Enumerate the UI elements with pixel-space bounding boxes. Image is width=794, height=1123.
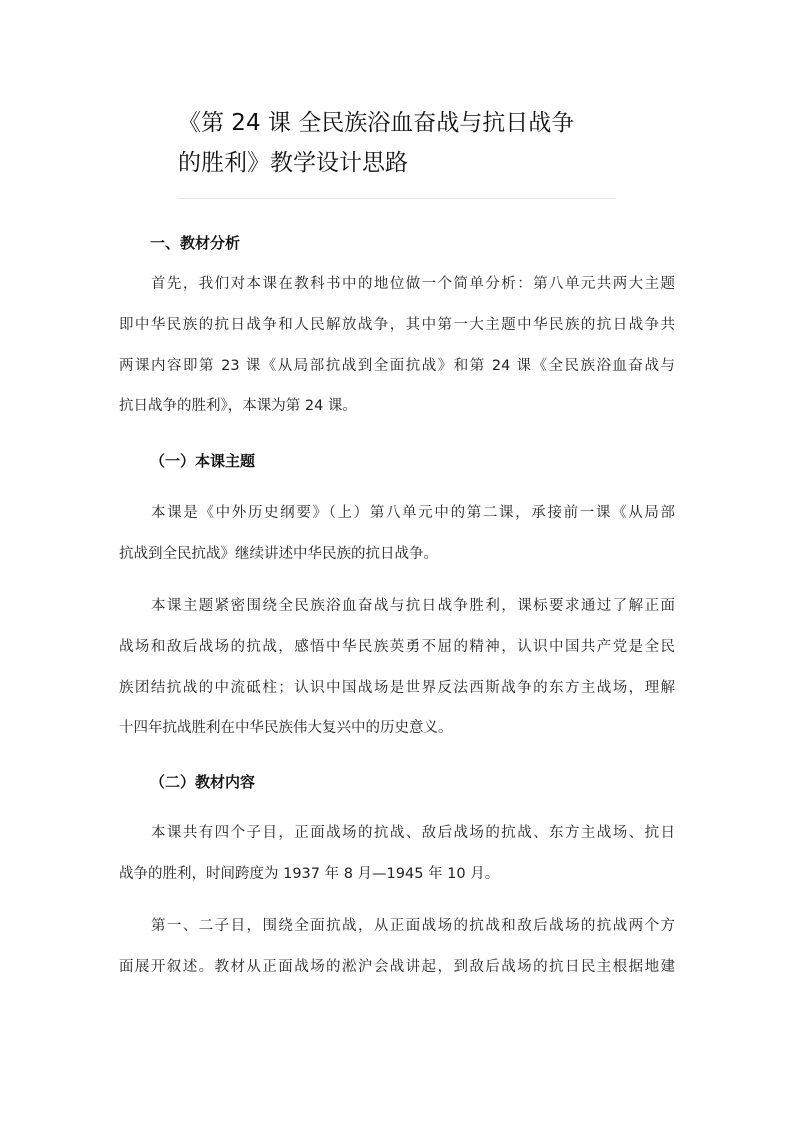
text-line: 本课是《中外历史纲要》（上）第八单元中的第二课，承接前一课《从局部 [151,505,675,521]
text-line: 战场和敌后战场的抗战，感悟中华民族英勇不屈的精神，认识中国共产党是全民 [119,638,675,655]
title-divider [178,198,616,199]
text-line: 族团结抗战的中流砥柱；认识中国战场是世界反法西斯战争的东方主战场，理解 [119,679,675,696]
text-line: 十四年抗战胜利在中华民族伟大复兴中的历史意义。 [119,720,453,737]
text-line: 战争的胜利，时间跨度为 1937 年 8 月—1945 年 10 月。 [119,865,500,882]
subheading-lesson-theme: （一）本课主题 [150,452,256,470]
title-line-2: 的胜利》教学设计思路 [178,150,408,176]
section-heading-textbook-analysis: 一、教材分析 [150,234,241,252]
paragraph-textbook-position [119,264,675,427]
text-line: 抗战到全民抗战》继续讲述中华民族的抗日战争。 [119,545,438,562]
paragraph-lesson-intro [119,493,675,575]
text-line: 两课内容即第 23 课《从局部抗战到全面抗战》和第 24 课《全民族浴血奋战与 [119,357,675,374]
paragraph-curriculum-requirements [119,586,675,749]
text-line: 首先，我们对本课在教科书中的地位做一个简单分析：第八单元共两大主题 [151,276,675,292]
text-line: 第一、二子目，围绕全面抗战，从正面战场的抗战和敌后战场的抗战两个方 [151,918,675,934]
paragraph-first-two-subtopics [119,906,675,988]
paragraph-subtopics [119,813,675,895]
document-title [178,103,628,183]
text-line: 本课主题紧密围绕全民族浴血奋战与抗日战争胜利，课标要求通过了解正面 [151,598,675,614]
text-line: 即中华民族的抗日战争和人民解放战争，其中第一大主题中华民族的抗日战争共 [119,316,675,333]
subheading-textbook-content: （二）教材内容 [150,773,256,791]
title-line-1: 《第 24 课 全民族浴血奋战与抗日战争 [178,110,575,136]
text-line: 本课共有四个子目，正面战场的抗战、敌后战场的抗战、东方主战场、抗日 [151,825,675,841]
text-line: 抗日战争的胜利》，本课为第 24 课。 [119,398,357,415]
text-line: 面展开叙述。教材从正面战场的淞沪会战讲起，到敌后战场的抗日民主根据地建 [119,958,675,975]
